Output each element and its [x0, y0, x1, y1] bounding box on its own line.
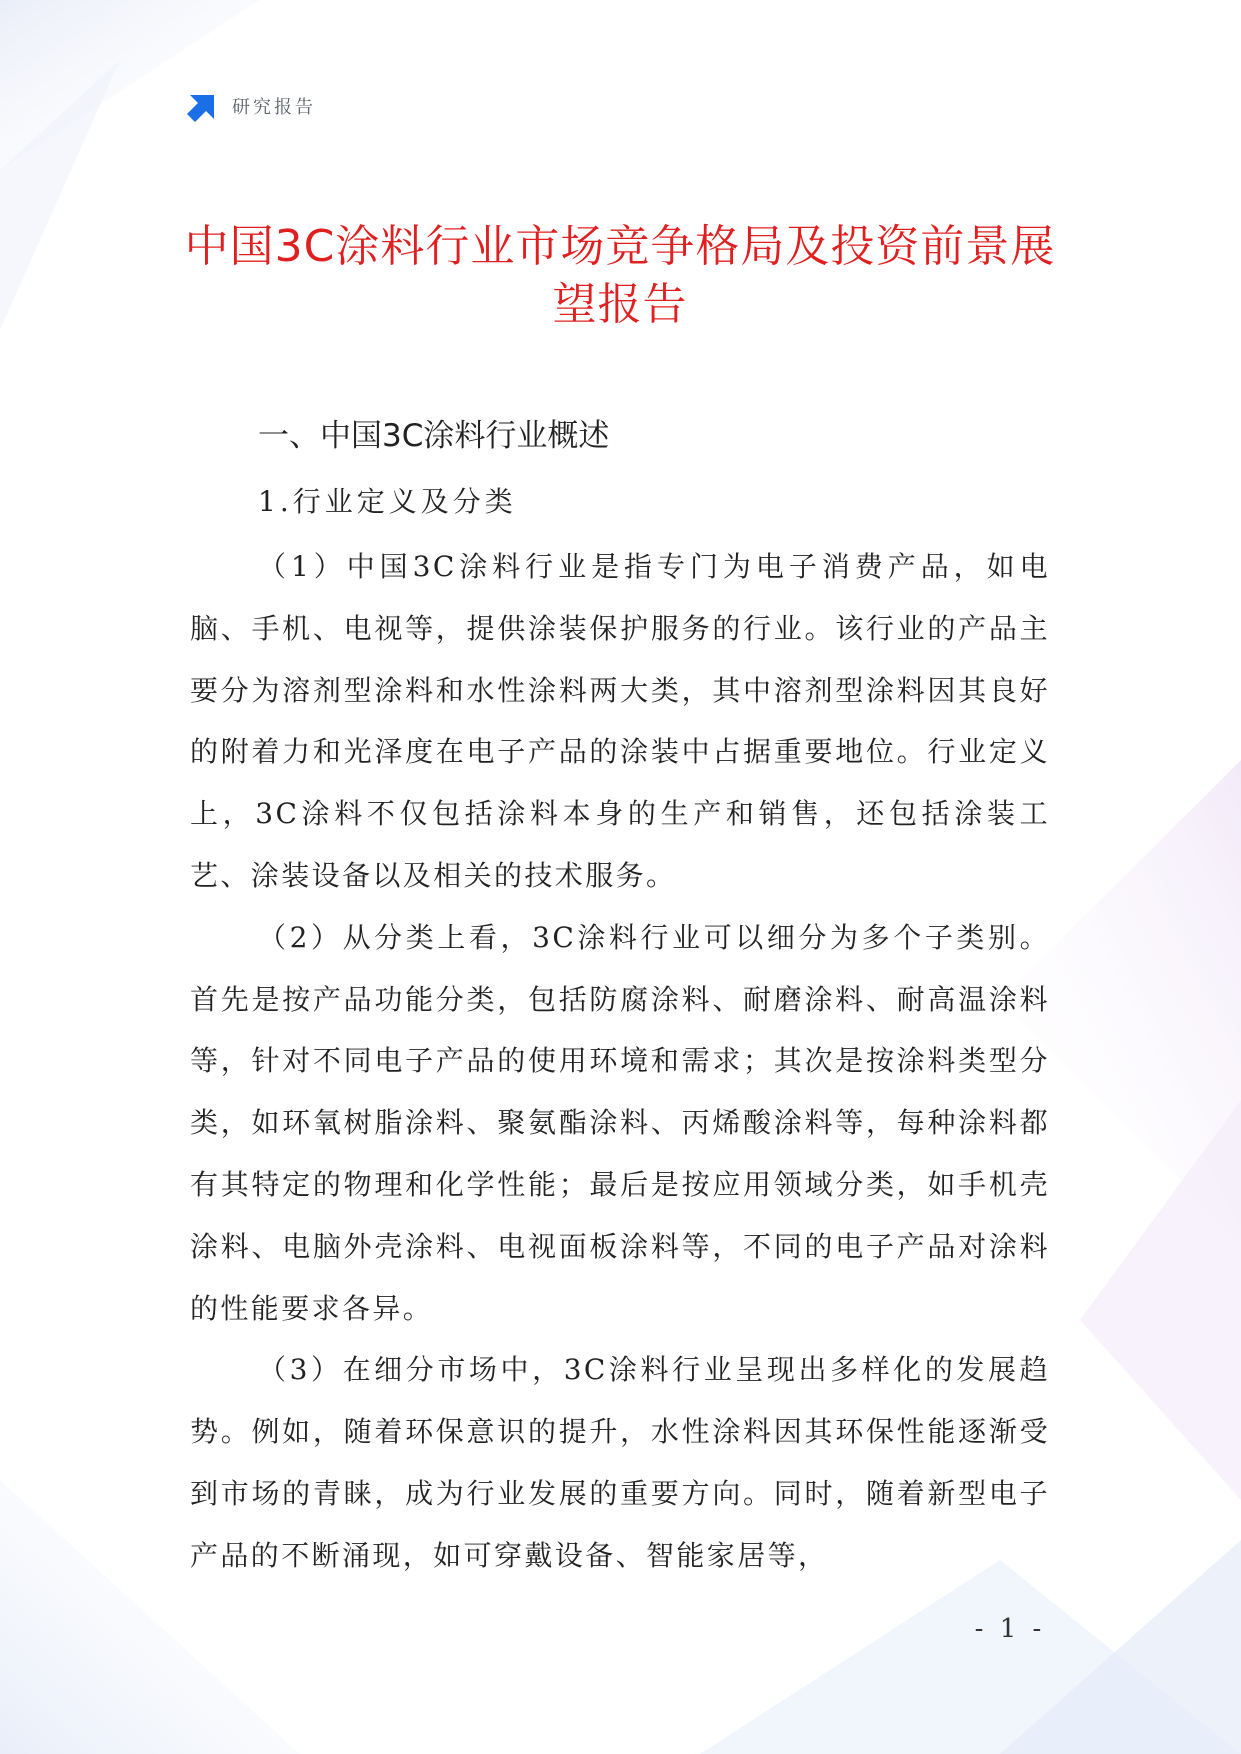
section-heading: 一、中国3C涂料行业概述 [258, 418, 610, 454]
document-title: 中国3C涂料行业市场竞争格局及投资前景展望报告 [184, 221, 1056, 330]
subsection-heading: 1.行业定义及分类 [258, 485, 517, 518]
report-header [186, 88, 316, 124]
paragraph-3: （3）在细分市场中，3C涂料行业呈现出多样化的发展趋势。例如，随着环保意识的提升，水性涂料因其环保性能逐渐受到市场的青睐，成为行业发展的重要方向。同时，随着新型电子产品的不断涌现，如可穿戴设备、智能家居等， [190, 1353, 1050, 1572]
header-label: 研究报告 [232, 97, 316, 118]
document-body [190, 410, 1050, 1587]
paragraph-2: （2）从分类上看，3C涂料行业可以细分为多个子类别。首先是按产品功能分类，包括防腐涂料、耐磨涂料、耐高温涂料等，针对不同电子产品的使用环境和需求；其次是按涂料类型分类，如环氧树脂涂料、聚氨酯涂料、丙烯酸涂料等，每种涂料都有其特定的物理和化学性能；最后是按应用领域分类，如手机壳涂料、电脑外壳涂料、电视面板涂料等，不同的电子产品对涂料的性能要求各异。 [190, 920, 1050, 1325]
page-number: - 1 - [974, 1614, 1046, 1644]
arrow-up-right-logo-icon [186, 89, 220, 123]
paragraph-1: （1）中国3C涂料行业是指专门为电子消费产品，如电脑、手机、电视等，提供涂装保护服务的行业。该行业的产品主要分为溶剂型涂料和水性涂料两大类，其中溶剂型涂料因其良好的附着力和光泽度在电子产品的涂装中占据重要地位。行业定义上，3C涂料不仅包括涂料本身的生产和销售，还包括涂装工艺、涂装设备以及相关的技术服务。 [190, 550, 1050, 892]
